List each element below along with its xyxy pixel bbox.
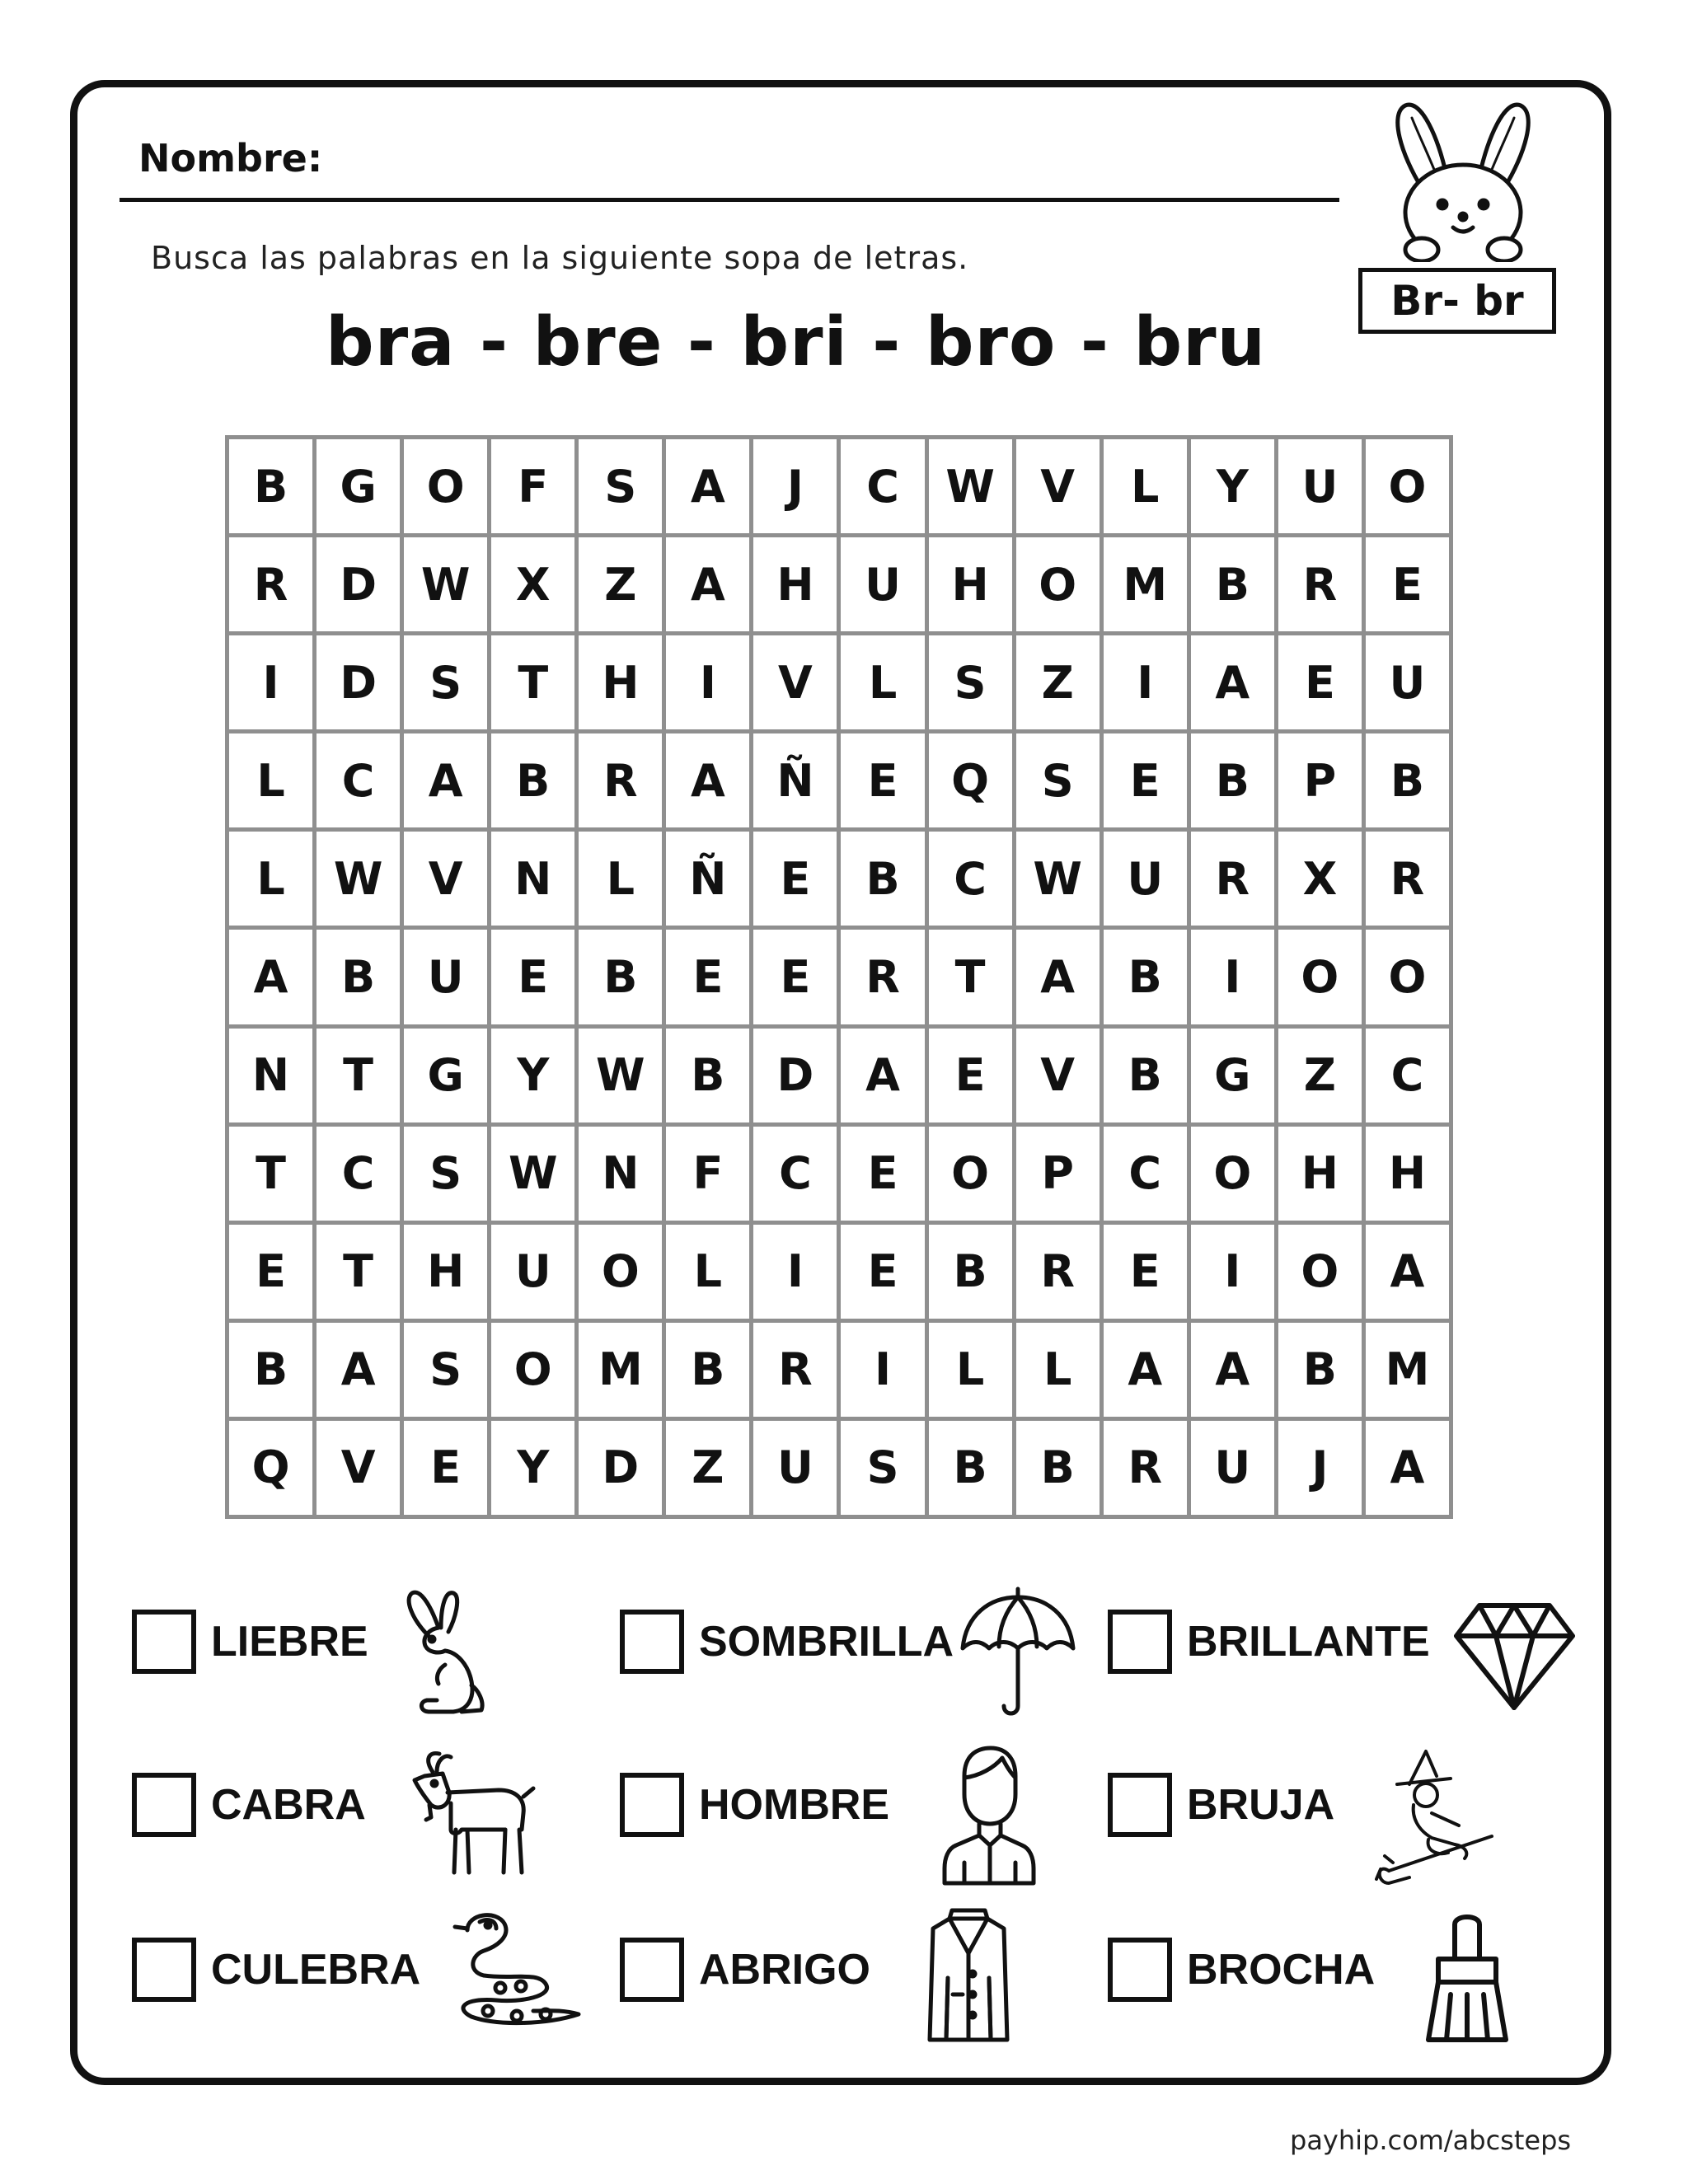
grid-cell[interactable]: X — [1278, 832, 1362, 926]
grid-cell[interactable]: W — [404, 537, 487, 631]
grid-cell[interactable]: L — [929, 1323, 1012, 1417]
grid-cell[interactable]: R — [1278, 537, 1362, 631]
grid-cell[interactable]: W — [1016, 832, 1100, 926]
grid-cell[interactable]: J — [1278, 1421, 1362, 1515]
grid-cell[interactable]: O — [1366, 930, 1449, 1024]
grid-cell[interactable]: Z — [666, 1421, 749, 1515]
grid-cell[interactable]: I — [1191, 1225, 1274, 1319]
footer-url[interactable]: payhip.com/abcsteps — [1290, 2125, 1572, 2156]
grid-cell[interactable]: N — [229, 1029, 312, 1122]
grid-cell[interactable]: X — [491, 537, 574, 631]
grid-cell[interactable]: E — [929, 1029, 1012, 1122]
checkbox-brocha[interactable] — [1108, 1938, 1172, 2002]
grid-cell[interactable]: U — [1191, 1421, 1274, 1515]
grid-cell[interactable]: E — [1278, 635, 1362, 729]
grid-cell[interactable]: B — [491, 733, 574, 827]
grid-cell[interactable]: E — [404, 1421, 487, 1515]
grid-cell[interactable]: B — [929, 1421, 1012, 1515]
grid-cell[interactable]: T — [316, 1225, 400, 1319]
grid-cell[interactable]: C — [316, 733, 400, 827]
grid-cell[interactable]: T — [491, 635, 574, 729]
grid-cell[interactable]: H — [1278, 1127, 1362, 1221]
grid-cell[interactable]: B — [229, 1323, 312, 1417]
grid-cell[interactable]: R — [229, 537, 312, 631]
diamond-icon — [1451, 1599, 1578, 1714]
grid-cell[interactable]: E — [229, 1225, 312, 1319]
syllables-title: bra - bre - bri - bro - bru — [326, 303, 1266, 382]
grid-cell[interactable]: O — [1366, 439, 1449, 533]
grid-cell[interactable]: V — [1016, 1029, 1100, 1122]
grid-cell[interactable]: C — [753, 1127, 837, 1221]
grid-cell[interactable]: V — [1016, 439, 1100, 533]
grid-cell[interactable]: H — [579, 635, 662, 729]
grid-cell[interactable]: I — [666, 635, 749, 729]
checkbox-hombre[interactable] — [620, 1773, 684, 1837]
grid-cell[interactable]: B — [316, 930, 400, 1024]
grid-cell[interactable]: T — [316, 1029, 400, 1122]
grid-cell[interactable]: Y — [491, 1421, 574, 1515]
grid-cell[interactable]: A — [316, 1323, 400, 1417]
grid-cell[interactable]: S — [404, 1127, 487, 1221]
grid-cell[interactable]: R — [841, 930, 924, 1024]
word-label: CULEBRA — [211, 1946, 421, 1994]
word-label: BRUJA — [1187, 1781, 1335, 1829]
snake-icon — [438, 1905, 583, 2029]
grid-cell[interactable]: D — [753, 1029, 837, 1122]
grid-cell[interactable]: E — [1366, 537, 1449, 631]
grid-cell[interactable]: O — [1016, 537, 1100, 631]
grid-cell[interactable]: Ñ — [753, 733, 837, 827]
checkbox-abrigo[interactable] — [620, 1938, 684, 2002]
grid-cell[interactable]: U — [1278, 439, 1362, 533]
grid-cell[interactable]: U — [1104, 832, 1187, 926]
grid-cell[interactable]: A — [1016, 930, 1100, 1024]
grid-cell[interactable]: R — [1191, 832, 1274, 926]
umbrella-icon — [956, 1582, 1080, 1722]
grid-cell[interactable]: U — [491, 1225, 574, 1319]
word-item-sombrilla[interactable] — [620, 1610, 954, 1674]
grid-cell[interactable]: T — [229, 1127, 312, 1221]
grid-cell[interactable]: M — [1366, 1323, 1449, 1417]
grid-cell[interactable]: A — [1104, 1323, 1187, 1417]
paintbrush-icon — [1405, 1908, 1529, 2052]
grid-cell[interactable]: L — [229, 832, 312, 926]
grid-cell[interactable]: L — [229, 733, 312, 827]
word-label: LIEBRE — [211, 1618, 368, 1666]
checkbox-liebre[interactable] — [132, 1610, 196, 1674]
grid-cell[interactable]: H — [753, 537, 837, 631]
word-item-bruja[interactable] — [1108, 1773, 1334, 1837]
coat-icon — [923, 1904, 1014, 2044]
grid-cell[interactable]: I — [841, 1323, 924, 1417]
grid-cell[interactable]: B — [666, 1323, 749, 1417]
grid-cell[interactable]: F — [666, 1127, 749, 1221]
grid-cell[interactable]: G — [404, 1029, 487, 1122]
grid-cell[interactable]: C — [316, 1127, 400, 1221]
grid-cell[interactable]: S — [1016, 733, 1100, 827]
bunny-icon — [1356, 97, 1570, 262]
grid-cell[interactable]: D — [316, 635, 400, 729]
grid-cell[interactable]: A — [229, 930, 312, 1024]
grid-cell[interactable]: P — [1016, 1127, 1100, 1221]
grid-cell[interactable]: Z — [579, 537, 662, 631]
grid-cell[interactable]: T — [929, 930, 1012, 1024]
grid-cell[interactable]: I — [229, 635, 312, 729]
word-label: BROCHA — [1187, 1946, 1376, 1994]
grid-cell[interactable]: H — [404, 1225, 487, 1319]
grid-cell[interactable]: E — [841, 1127, 924, 1221]
grid-cell[interactable]: D — [579, 1421, 662, 1515]
name-label: Nombre: — [138, 136, 323, 180]
grid-cell[interactable]: L — [841, 635, 924, 729]
grid-cell[interactable]: F — [491, 439, 574, 533]
man-icon — [940, 1743, 1039, 1887]
grid-cell[interactable]: V — [753, 635, 837, 729]
witch-icon — [1372, 1747, 1496, 1887]
grid-cell[interactable]: B — [229, 439, 312, 533]
checkbox-bruja[interactable] — [1108, 1773, 1172, 1837]
grid-cell[interactable]: A — [666, 439, 749, 533]
word-item-abrigo[interactable] — [620, 1938, 870, 2002]
grid-cell[interactable]: E — [666, 930, 749, 1024]
grid-cell[interactable]: U — [753, 1421, 837, 1515]
grid-cell[interactable]: A — [666, 537, 749, 631]
grid-cell[interactable]: E — [841, 1225, 924, 1319]
word-item-liebre[interactable] — [132, 1610, 368, 1674]
grid-cell[interactable]: E — [841, 733, 924, 827]
grid-cell[interactable]: C — [1366, 1029, 1449, 1122]
grid-cell[interactable]: E — [753, 930, 837, 1024]
grid-cell[interactable]: G — [316, 439, 400, 533]
grid-cell[interactable]: B — [1104, 1029, 1187, 1122]
grid-cell[interactable]: V — [316, 1421, 400, 1515]
grid-cell[interactable]: L — [579, 832, 662, 926]
grid-cell[interactable]: B — [1191, 537, 1274, 631]
grid-cell[interactable]: O — [929, 1127, 1012, 1221]
grid-cell[interactable]: Q — [229, 1421, 312, 1515]
word-item-brocha[interactable] — [1108, 1938, 1375, 2002]
goat-icon — [400, 1747, 540, 1879]
grid-cell[interactable]: Y — [491, 1029, 574, 1122]
word-label: CABRA — [211, 1781, 366, 1829]
grid-cell[interactable]: R — [579, 733, 662, 827]
grid-cell[interactable]: Ñ — [666, 832, 749, 926]
word-item-hombre[interactable] — [620, 1773, 889, 1837]
grid-cell[interactable]: R — [753, 1323, 837, 1417]
word-item-cabra[interactable] — [132, 1773, 366, 1837]
grid-cell[interactable]: C — [1104, 1127, 1187, 1221]
grid-cell[interactable]: I — [1104, 635, 1187, 729]
grid-cell[interactable]: S — [404, 635, 487, 729]
word-item-culebra[interactable] — [132, 1938, 420, 2002]
grid-cell[interactable]: A — [666, 733, 749, 827]
grid-cell[interactable]: U — [841, 537, 924, 631]
checkbox-brillante[interactable] — [1108, 1610, 1172, 1674]
grid-cell[interactable]: G — [1191, 1029, 1274, 1122]
grid-cell[interactable]: B — [1191, 733, 1274, 827]
grid-cell[interactable]: A — [1366, 1225, 1449, 1319]
grid-cell[interactable]: B — [1278, 1323, 1362, 1417]
grid-cell[interactable]: O — [491, 1323, 574, 1417]
name-line[interactable] — [120, 198, 1339, 202]
grid-cell[interactable]: M — [579, 1323, 662, 1417]
grid-cell[interactable]: V — [404, 832, 487, 926]
grid-cell[interactable]: Z — [1278, 1029, 1362, 1122]
grid-cell[interactable]: A — [1191, 1323, 1274, 1417]
checkbox-sombrilla[interactable] — [620, 1610, 684, 1674]
grid-cell[interactable]: P — [1278, 733, 1362, 827]
grid-cell[interactable]: A — [1191, 635, 1274, 729]
grid-cell[interactable]: J — [753, 439, 837, 533]
grid-cell[interactable]: B — [929, 1225, 1012, 1319]
grid-cell[interactable]: I — [1191, 930, 1274, 1024]
grid-cell[interactable]: H — [929, 537, 1012, 631]
grid-cell[interactable]: C — [841, 439, 924, 533]
grid-cell[interactable]: W — [929, 439, 1012, 533]
grid-cell[interactable]: U — [404, 930, 487, 1024]
grid-cell[interactable]: S — [579, 439, 662, 533]
grid-cell[interactable]: O — [1278, 1225, 1362, 1319]
grid-cell[interactable]: S — [404, 1323, 487, 1417]
word-item-brillante[interactable] — [1108, 1610, 1430, 1674]
checkbox-cabra[interactable] — [132, 1773, 196, 1837]
checkbox-culebra[interactable] — [132, 1938, 196, 2002]
word-label: BRILLANTE — [1187, 1618, 1430, 1666]
grid-cell[interactable]: N — [579, 1127, 662, 1221]
grid-cell[interactable]: L — [1016, 1323, 1100, 1417]
grid-cell[interactable]: S — [841, 1421, 924, 1515]
grid-cell[interactable]: B — [579, 930, 662, 1024]
grid-cell[interactable]: C — [929, 832, 1012, 926]
grid-cell[interactable]: L — [666, 1225, 749, 1319]
word-label: SOMBRILLA — [699, 1618, 954, 1666]
grid-cell[interactable]: Y — [1191, 439, 1274, 533]
grid-cell[interactable]: B — [1104, 930, 1187, 1024]
grid-cell[interactable]: W — [316, 832, 400, 926]
grid-cell[interactable]: Q — [929, 733, 1012, 827]
grid-cell[interactable]: I — [753, 1225, 837, 1319]
instruction-text: Busca las palabras en la siguiente sopa de letras. — [151, 240, 969, 276]
rabbit-icon — [396, 1586, 503, 1722]
grid-cell[interactable]: B — [666, 1029, 749, 1122]
grid-cell[interactable]: U — [1366, 635, 1449, 729]
grid-cell[interactable]: O — [1278, 930, 1362, 1024]
grid-cell[interactable]: S — [929, 635, 1012, 729]
word-search-grid[interactable] — [225, 435, 1453, 1519]
grid-cell[interactable]: E — [491, 930, 574, 1024]
grid-cell[interactable]: B — [1366, 733, 1449, 827]
word-label: HOMBRE — [699, 1781, 890, 1829]
grid-cell[interactable]: A — [404, 733, 487, 827]
word-label: ABRIGO — [699, 1946, 870, 1994]
grid-cell[interactable]: L — [1104, 439, 1187, 533]
grid-cell[interactable]: Z — [1016, 635, 1100, 729]
grid-cell[interactable]: A — [841, 1029, 924, 1122]
grid-cell[interactable]: W — [491, 1127, 574, 1221]
grid-cell[interactable]: R — [1366, 832, 1449, 926]
grid-cell[interactable]: W — [579, 1029, 662, 1122]
grid-cell[interactable]: A — [1366, 1421, 1449, 1515]
grid-cell[interactable]: E — [1104, 733, 1187, 827]
br-badge: Br- br — [1358, 268, 1556, 334]
grid-cell[interactable]: M — [1104, 537, 1187, 631]
grid-cell[interactable]: B — [841, 832, 924, 926]
grid-cell[interactable]: H — [1366, 1127, 1449, 1221]
grid-cell[interactable]: O — [404, 439, 487, 533]
grid-cell[interactable]: O — [1191, 1127, 1274, 1221]
grid-cell[interactable]: N — [491, 832, 574, 926]
grid-cell[interactable]: O — [579, 1225, 662, 1319]
grid-cell[interactable]: E — [1104, 1225, 1187, 1319]
grid-cell[interactable]: R — [1016, 1225, 1100, 1319]
grid-cell[interactable]: B — [1016, 1421, 1100, 1515]
grid-cell[interactable]: R — [1104, 1421, 1187, 1515]
grid-cell[interactable]: D — [316, 537, 400, 631]
grid-cell[interactable]: E — [753, 832, 837, 926]
